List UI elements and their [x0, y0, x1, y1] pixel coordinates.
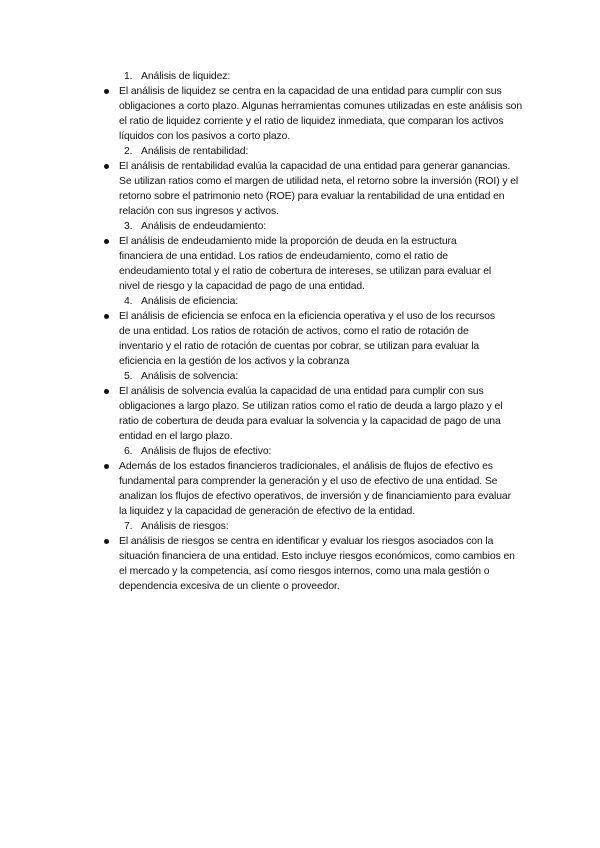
- section-heading: [104, 444, 524, 459]
- section-number: 1.: [124, 71, 133, 82]
- section-bullet: [104, 534, 524, 594]
- section-text: El análisis de solvencia evalúa la capacidad de una entidad para cumplir con sus obligaciones a largo plazo. Se utilizan ratios como el ratio de deuda a largo plazo y el ratio de cobertura de deuda para evaluar la solvencia y la capacidad de pago de una entidad en el largo plazo.: [119, 386, 503, 442]
- section-heading: [104, 144, 524, 159]
- section-number: 5.: [124, 371, 133, 382]
- section-text: El análisis de endeudamiento mide la proporción de deuda en la estructura financiera de una entidad. Los ratios de endeudamiento, como el ratio de endeudamiento total y el ratio de cobertura de intereses, se utilizan para evaluar el nivel de riesgo y la capacidad de pago de una entidad.: [119, 236, 492, 292]
- section-bullet: [104, 234, 524, 294]
- section-text: El análisis de rentabilidad evalúa la capacidad de una entidad para generar ganancias. Se utilizan ratios como el margen de utilidad neta, el retorno sobre la inversión (ROI) y el retorno sobre el patrimonio neto (ROE) para evaluar la rentabilidad de una entidad en relación con sus ingresos y activos.: [119, 161, 519, 217]
- section-text: Además de los estados financieros tradicionales, el análisis de flujos de efectivo es fundamental para comprender la generación y el uso de efectivo de una entidad. Se analizan los flujos de efectivo operativos, de inversión y de financiamiento para evaluar la liquidez y la capacidad de generación de efectivo de la entidad.: [119, 461, 511, 517]
- section-title: Análisis de flujos de efectivo:: [141, 446, 272, 457]
- section-number: 4.: [124, 296, 133, 307]
- section-title: Análisis de riesgos:: [141, 521, 229, 532]
- section-title: Análisis de solvencia:: [141, 371, 239, 382]
- bullet-icon: [104, 89, 109, 94]
- section-heading: [104, 69, 524, 84]
- section-bullet: [104, 159, 524, 219]
- section-title: Análisis de endeudamiento:: [141, 221, 267, 232]
- bullet-icon: [104, 164, 109, 169]
- section-bullet: [104, 309, 524, 369]
- bullet-icon: [104, 464, 109, 469]
- section-title: Análisis de eficiencia:: [141, 296, 239, 307]
- bullet-icon: [104, 314, 109, 319]
- section-title: Análisis de liquidez:: [141, 71, 231, 82]
- bullet-icon: [104, 389, 109, 394]
- section-number: 3.: [124, 221, 133, 232]
- section-number: 2.: [124, 146, 133, 157]
- section-heading: [104, 294, 524, 309]
- bullet-icon: [104, 239, 109, 244]
- bullet-icon: [104, 539, 109, 544]
- section-bullet: [104, 384, 524, 444]
- section-number: 7.: [124, 521, 133, 532]
- section-bullet: [104, 84, 524, 144]
- section-bullet: [104, 459, 524, 519]
- section-number: 6.: [124, 446, 133, 457]
- section-heading: [104, 219, 524, 234]
- section-text: El análisis de liquidez se centra en la capacidad de una entidad para cumplir con sus obligaciones a corto plazo. Algunas herramientas comunes utilizadas en este análisis son el ratio de liquidez corriente y el ratio de liquidez inmediata, que comparan los activos líquidos con los pasivos a corto plazo.: [119, 86, 523, 142]
- document-body: [104, 69, 524, 594]
- section-heading: [104, 519, 524, 534]
- section-title: Análisis de rentabilidad:: [141, 146, 249, 157]
- section-text: El análisis de riesgos se centra en identificar y evaluar los riesgos asociados con la situación financiera de una entidad. Esto incluye riesgos económicos, como cambios en el mercado y la competencia, así como riesgos internos, como una mala gestión o dependencia excesiva de un cliente o proveedor.: [119, 536, 515, 592]
- section-text: El análisis de eficiencia se enfoca en la eficiencia operativa y el uso de los recursos de una entidad. Los ratios de rotación de activos, como el ratio de rotación de inventario y el ratio de rotación de cuentas por cobrar, se utilizan para evaluar la eficiencia en la gestión de los activos y la cobranza: [119, 311, 495, 367]
- section-heading: [104, 369, 524, 384]
